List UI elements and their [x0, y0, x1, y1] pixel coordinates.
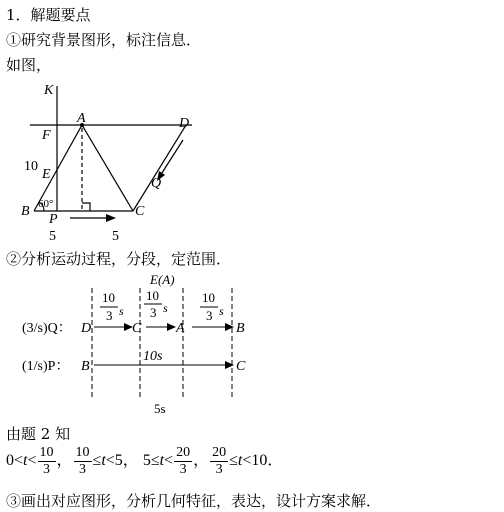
arrow-q-shaft: [160, 140, 183, 176]
label-a: A: [77, 111, 86, 126]
step-3-text: ③画出对应图形，分析几何特征，表达，设计方案求解．: [6, 492, 382, 510]
label-seg-left: 5: [49, 229, 56, 244]
point-p-b: B: [81, 359, 90, 374]
label-ten: 10: [24, 159, 38, 174]
arrow-q2-head: [167, 323, 176, 331]
from-q2-text: 由题 2 知: [6, 425, 71, 443]
frac2-den: 3: [150, 305, 157, 320]
time-ranges: 0<t< $\frac{10}{3}$ ， $\frac{10}{3}$ ≤t<5， 5≤t< $\frac{20}{3}$ ， $\frac{20}{3}$ ≤t<10．: [6, 445, 284, 477]
label-c: C: [135, 204, 145, 219]
frac-twenty-thirds-1: $\frac{20}{3}$: [176, 445, 191, 477]
as-shown-text: 如图，: [6, 56, 52, 74]
frac1-den: 3: [106, 308, 113, 323]
point-q-b: B: [236, 321, 245, 336]
frac1-unit: s: [119, 304, 124, 318]
right-angle-mark: [82, 203, 90, 211]
frac-ten-thirds-1: $\frac{10}{3}$: [39, 445, 54, 477]
label-f: F: [42, 128, 51, 143]
label-k: K: [44, 83, 54, 98]
figure-parallelogram: [0, 78, 230, 248]
point-p-c: C: [236, 359, 246, 374]
frac1-num: 10: [102, 290, 115, 305]
arrow-p-head: [225, 361, 234, 369]
label-e: E: [42, 167, 51, 182]
figure-timeline: [0, 270, 280, 418]
step-1-text: ①研究背景图形，标注信息．: [6, 31, 202, 49]
heading: 1．解题要点: [6, 6, 91, 24]
label-seg-right: 5: [112, 229, 119, 244]
label-d: D: [179, 116, 190, 131]
point-q-a: A: [176, 321, 185, 336]
row-q-label: (3/s)Q：: [22, 321, 72, 336]
frac-ten-thirds-2: $\frac{10}{3}$: [75, 445, 90, 477]
arrow-p-head: [106, 214, 116, 222]
arrow-q3-head: [225, 323, 234, 331]
frac2-num: 10: [146, 288, 159, 303]
label-b: B: [21, 204, 30, 219]
step-2-text: ②分析运动过程，分段，定范围．: [6, 250, 232, 268]
frac3-unit: s: [219, 304, 224, 318]
frac3-num: 10: [202, 290, 215, 305]
label-ea: E(A): [150, 272, 175, 287]
frac3-den: 3: [206, 308, 213, 323]
label-angle: 60°: [38, 198, 54, 210]
label-p: P: [49, 212, 58, 227]
row-p-label: (1/s)P：: [22, 359, 70, 374]
label-q: Q: [151, 176, 162, 191]
frac-twenty-thirds-2: $\frac{20}{3}$: [212, 445, 227, 477]
point-q-c: C: [132, 321, 142, 336]
bottom-label: 5s: [154, 401, 166, 416]
line-ac: [82, 125, 133, 211]
p-total-label: 10s: [143, 349, 163, 364]
line-cd: [133, 125, 186, 211]
frac2-unit: s: [163, 301, 168, 315]
point-q-d: D: [81, 321, 92, 336]
